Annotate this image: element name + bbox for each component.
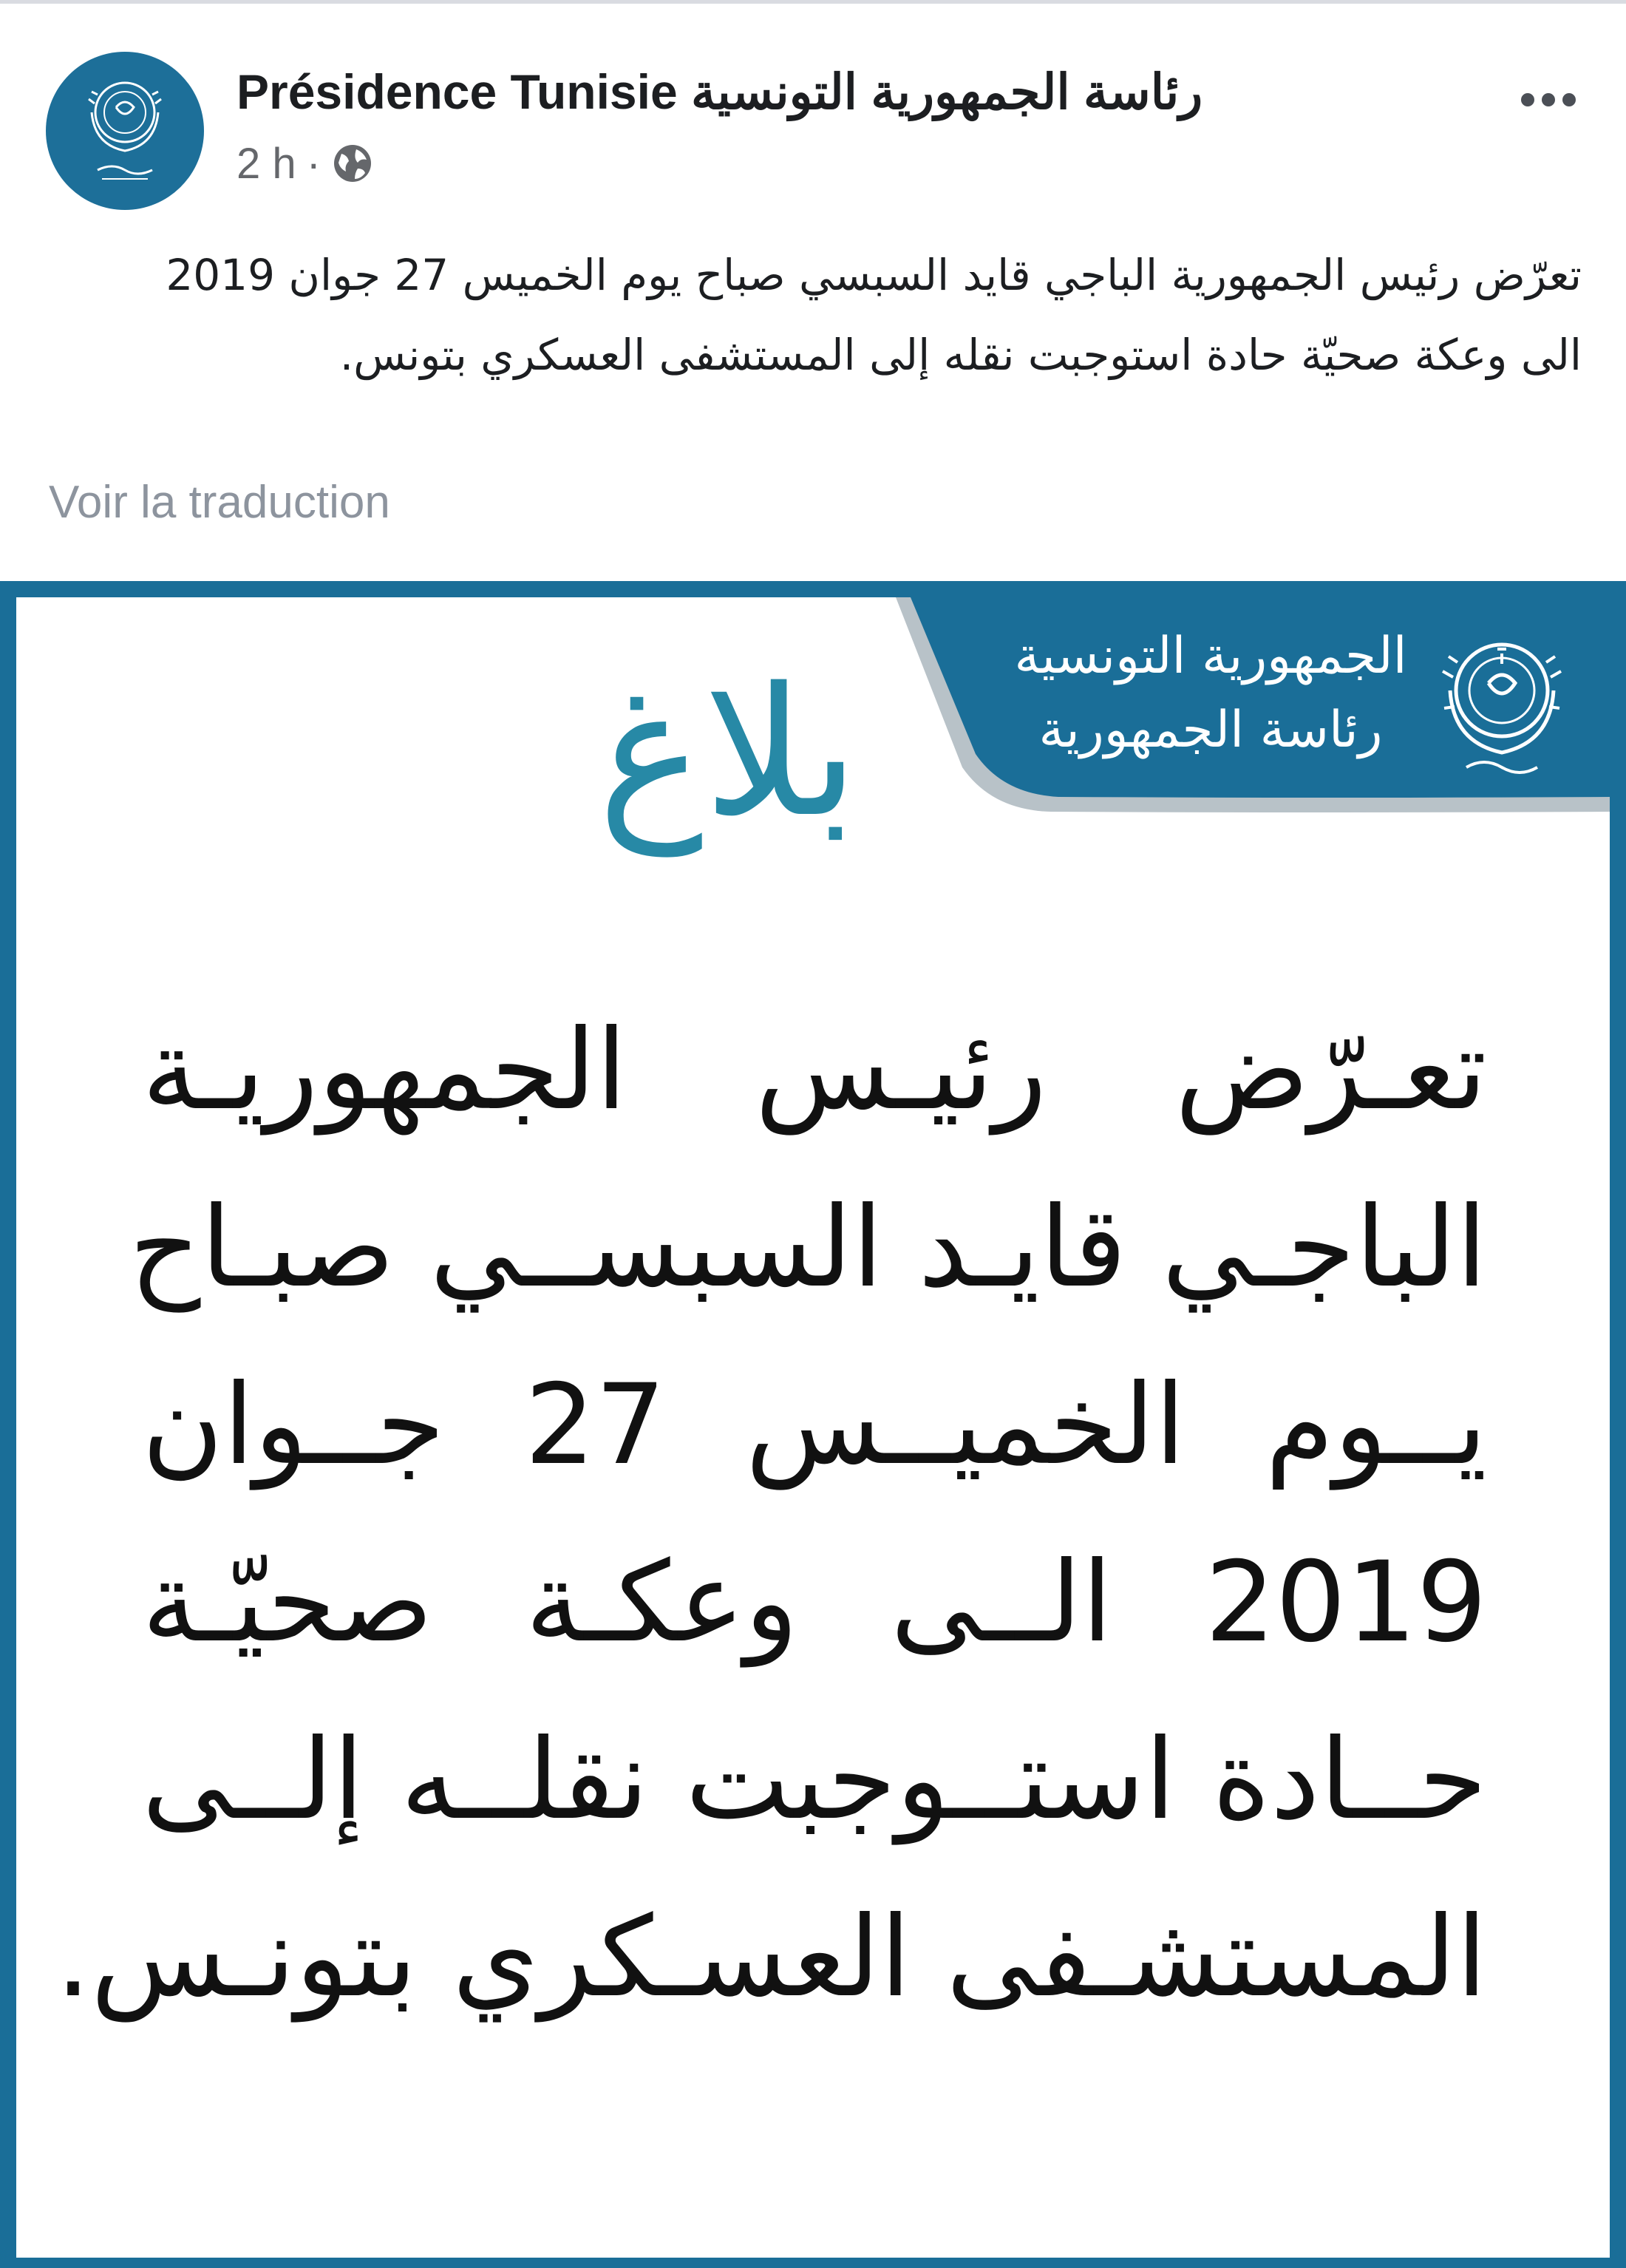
announcement-line: حــادة استــوجبت نقلــه إلــى [142,1716,1487,1844]
announcement-line: يــوم الخميــس 27 جــوان [142,1361,1487,1490]
more-options-button[interactable] [1508,81,1589,118]
emblem-line-republic: الجمهورية التونسية [1014,627,1407,685]
top-divider [0,0,1626,4]
more-horizontal-icon-dot [1542,93,1555,106]
republic-seal-emblem [1428,612,1576,790]
announcement-title-text: بلاغ [597,649,859,856]
announcement-body [55,982,1487,2046]
more-horizontal-icon-dot [1562,93,1576,106]
announcement-image [16,597,1610,2258]
post-meta [237,137,374,189]
republic-seal-logo [46,52,204,210]
post-image[interactable] [0,581,1626,2268]
page-name-link[interactable]: Présidence Tunisie رئاسة الجمهورية التونسية [237,64,1203,119]
more-horizontal-icon [1521,93,1534,106]
announcement-line: الباجـي قايـد السبســي صبـاح [129,1184,1487,1312]
announcement-line: تعـرّض رئيـس الجمهوريـة [142,1006,1487,1135]
emblem-line-presidency: رئاسة الجمهورية [1038,701,1383,759]
post-timestamp[interactable]: 2 h [237,139,296,188]
see-translation-link[interactable]: Voir la traduction [49,477,390,528]
page-avatar[interactable] [46,52,204,210]
post-text: تعرّض رئيس الجمهورية الباجي قايد السبسي صباح يوم الخميس 27 جوان 2019 الى وعكة صحيّة حادة استوجبت نقله إلى المستشفى العسكري بتونس. [166,250,1582,380]
announcement-line: المستشـفى العسـكري بتونـس. [55,1893,1487,2022]
announcement-line: 2019 الــى وعكـة صحيّـة [142,1538,1487,1667]
globe-icon[interactable] [331,142,374,185]
meta-separator: · [306,139,321,188]
